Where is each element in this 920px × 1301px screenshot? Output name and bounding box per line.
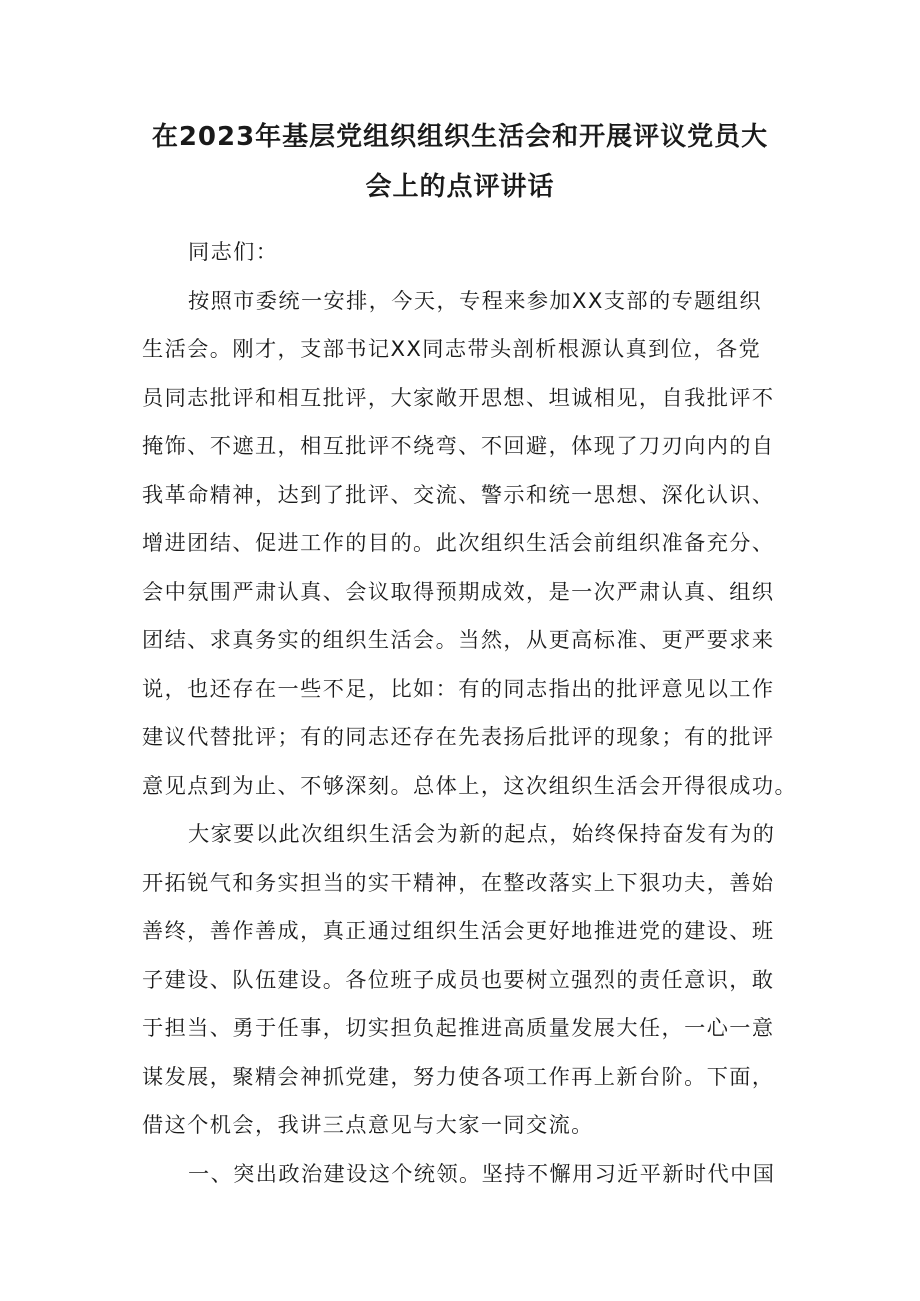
paragraph-1-line: 会中氛围严肃认真、会议取得预期成效，是一次严肃认真、组织 bbox=[142, 578, 775, 604]
paragraph-1-line: 说，也还存在一些不足，比如：有的同志指出的批评意见以工作 bbox=[142, 675, 775, 701]
paragraph-1-line: 生活会。刚才，支部书记XX同志带头剖析根源认真到位，各党 bbox=[142, 336, 762, 361]
paragraph-3-line: 一、突出政治建设这个统领。坚持不懈用习近平新时代中国 bbox=[188, 1160, 776, 1186]
paragraph-1-line: 掩饰、不遮丑，相互批评不绕弯、不回避，体现了刀刃向内的自 bbox=[142, 433, 775, 458]
paragraph-2-line: 开拓锐气和务实担当的实干精神，在整改落实上下狠功夫，善始 bbox=[142, 869, 775, 895]
paragraph-1-line: 按照市委统一安排，今天，专程来参加XX支部的专题组织 bbox=[188, 287, 762, 313]
salutation: 同志们： bbox=[188, 239, 279, 264]
paragraph-2-line: 善终，善作善成，真正通过组织生活会更好地推进党的建设、班 bbox=[142, 918, 775, 943]
paragraph-2-line: 借这个机会，我讲三点意见与大家一同交流。 bbox=[142, 1112, 594, 1137]
paragraph-1-line: 员同志批评和相互批评，大家敞开思想、坦诚相见，自我批评不 bbox=[142, 384, 775, 410]
paragraph-2-line: 谋发展，聚精会神抓党建，努力使各项工作再上新台阶。下面， bbox=[142, 1063, 775, 1089]
paragraph-1-line: 意见点到为止、不够深刻。总体上，这次组织生活会开得很成功。 bbox=[142, 772, 798, 798]
paragraph-2-line: 于担当、勇于任事，切实担负起推进高质量发展大任，一心一意 bbox=[142, 1015, 775, 1040]
paragraph-1-line: 增进团结、促进工作的目的。此次组织生活会前组织准备充分、 bbox=[142, 530, 775, 555]
document-title bbox=[120, 112, 800, 212]
title-line: 在2023年基层党组织组织生活会和开展评议党员大 bbox=[151, 122, 769, 152]
paragraph-2-line: 大家要以此次组织生活会为新的起点，始终保持奋发有为的 bbox=[188, 821, 776, 846]
paragraph-1-line: 我革命精神，达到了批评、交流、警示和统一思想、深化认识、 bbox=[142, 481, 775, 507]
title-line: 会上的点评讲话 bbox=[365, 172, 555, 202]
document-body bbox=[142, 228, 802, 1198]
paragraph-2-line: 子建设、队伍建设。各位班子成员也要树立强烈的责任意识，敢 bbox=[142, 966, 775, 992]
paragraph-1-line: 团结、求真务实的组织生活会。当然，从更高标准、更严要求来 bbox=[142, 627, 775, 652]
paragraph-1-line: 建议代替批评；有的同志还存在先表扬后批评的现象；有的批评 bbox=[142, 724, 775, 749]
